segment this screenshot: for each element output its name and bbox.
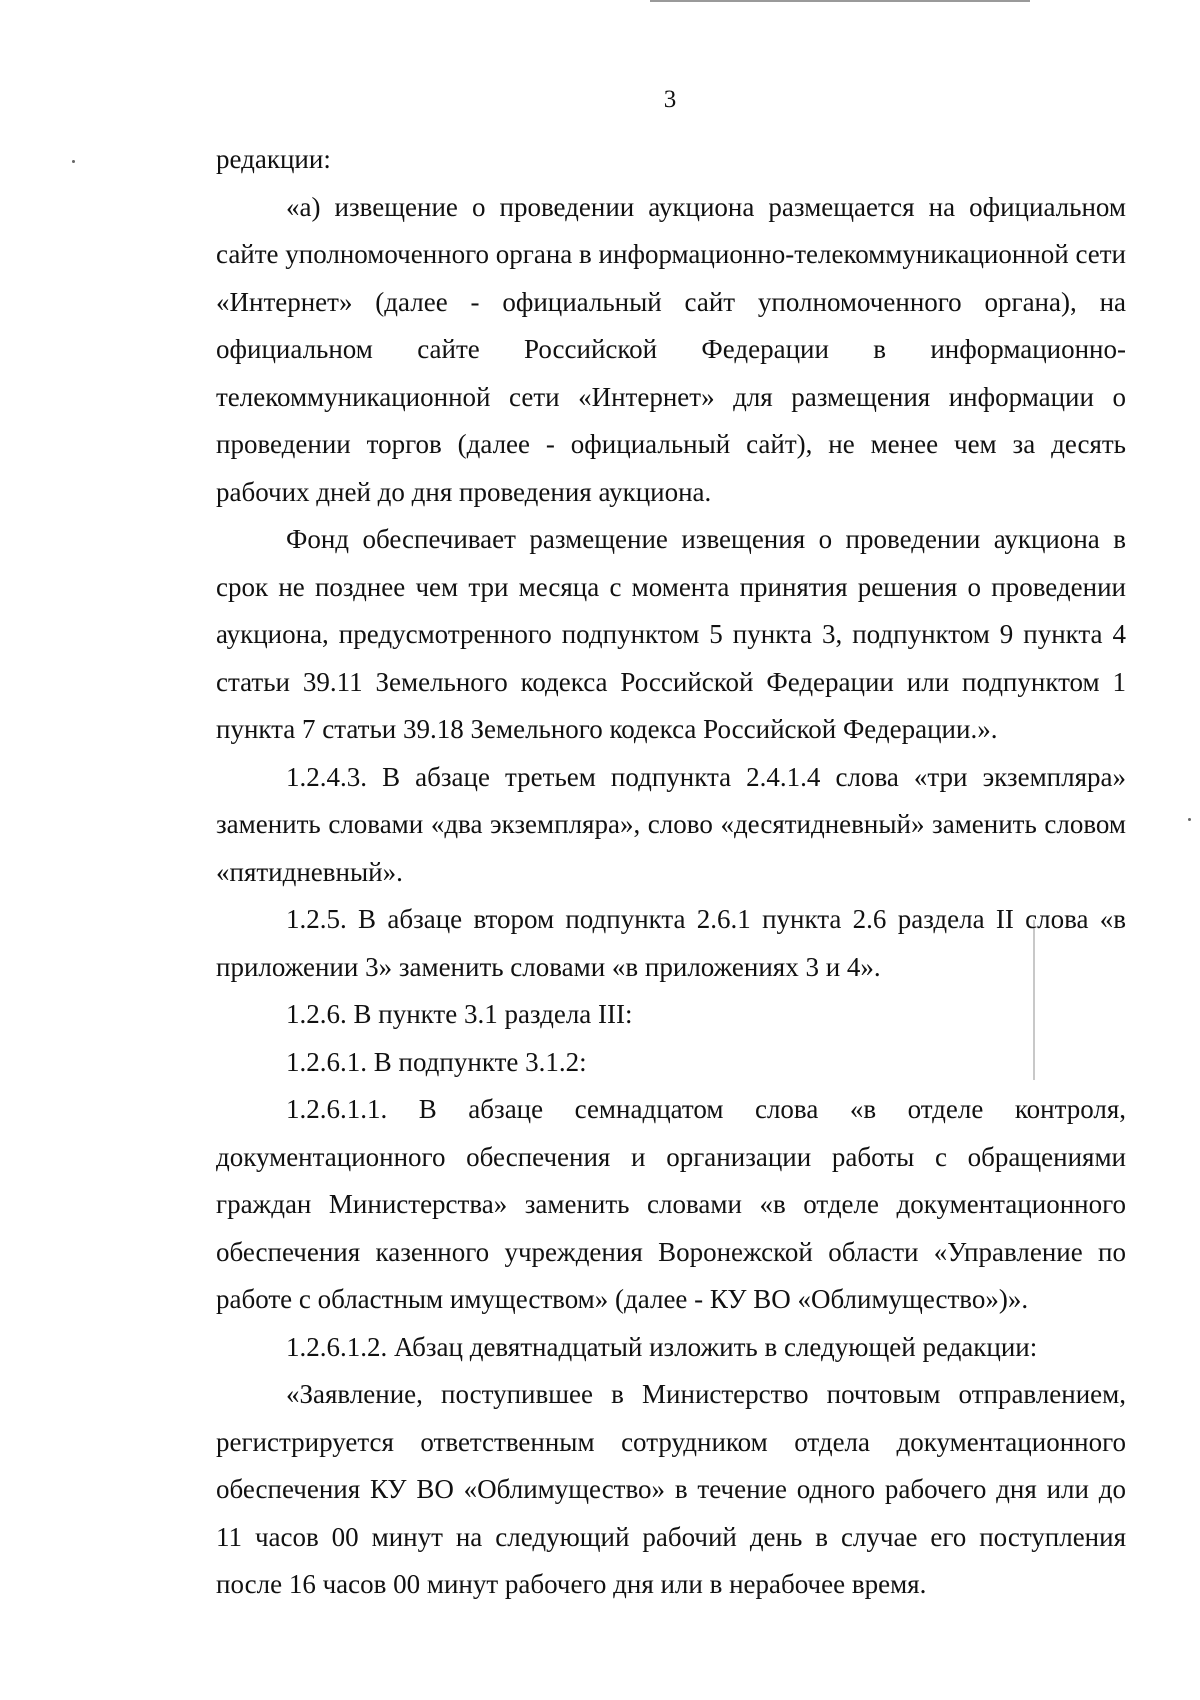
document-body [216, 136, 1126, 1609]
paragraph-1-2-6-1-2: 1.2.6.1.2. Абзац девятнадцатый изложить в следующей редакции: [286, 1331, 1038, 1362]
paragraph-1-2-4-3: 1.2.4.3. В абзаце третьем подпункта 2.4.1.4 слова «три экземпляра» заменить словами «два экземпляра», слово «десятидневный» заменить словом «пятидневный». [216, 761, 1126, 887]
paragraph-1-2-5: 1.2.5. В абзаце втором подпункта 2.6.1 пункта 2.6 раздела II слова «в приложении 3» заменить словами «в приложениях 3 и 4». [216, 904, 1126, 982]
paragraph-notice-placement: «а) извещение о проведении аукциона размещается на официальном сайте уполномоченного органа в информационно-телекоммуникационной сети «Интернет» (далее - официальный сайт уполномоченного органа), на официальном сайте Российской Федерации в информационно-телекоммуникационной сети «Интернет» для размещения информации о проведении торгов (далее - официальный сайт), не менее чем за десять рабочих дней до дня проведения аукциона. [216, 191, 1126, 507]
paragraph-fund-obligation: Фонд обеспечивает размещение извещения о проведении аукциона в срок не позднее чем три месяца с момента принятия решения о проведении аукциона, предусмотренного подпунктом 5 пункта 3, подпунктом 9 пункта 4 статьи 39.11 Земельного кодекса Российской Федерации или подпунктом 1 пункта 7 статьи 39.18 Земельного кодекса Российской Федерации.». [216, 524, 1126, 744]
paragraph-1-2-6-1-1: 1.2.6.1.1. В абзаце семнадцатом слова «в отделе контроля, документационного обеспечения и организации работы с обращениями граждан Министерства» заменить словами «в отделе документационного обеспечения казенного учреждения Воронежской области «Управление по работе с областным имуществом» (далее - КУ ВО «Облимущество»)». [216, 1094, 1126, 1314]
paragraph-application-registration: «Заявление, поступившее в Министерство почтовым отправлением, регистрируется ответственным сотрудником отдела документационного обеспечения КУ ВО «Облимущество» в течение одного рабочего дня или до 11 часов 00 минут на следующий рабочий день в случае его поступления после 16 часов 00 минут рабочего дня или в нерабочее время. [216, 1379, 1126, 1599]
scan-speck [72, 160, 75, 163]
paragraph-continuation: редакции: [216, 144, 331, 174]
scan-edge-line [650, 0, 1030, 2]
page-number: 3 [663, 86, 677, 113]
paragraph-1-2-6-1: 1.2.6.1. В подпункте 3.1.2: [286, 1046, 587, 1077]
scan-speck [1188, 818, 1191, 821]
paragraph-1-2-6: 1.2.6. В пункте 3.1 раздела III: [286, 999, 633, 1029]
